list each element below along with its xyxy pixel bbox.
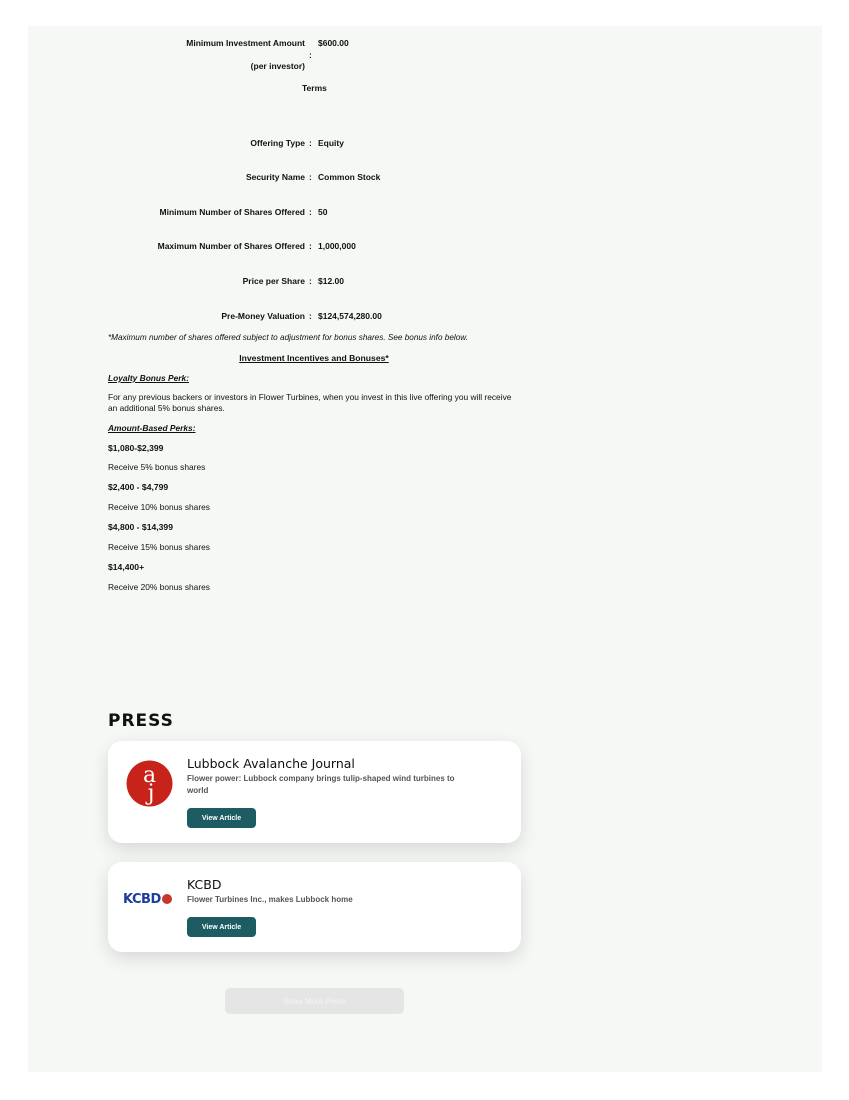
loyalty-perk-title: Loyalty Bonus Perk: bbox=[108, 373, 189, 383]
terms-row-value: 50 bbox=[318, 207, 328, 217]
terms-row-label: Pre-Money Valuation bbox=[221, 311, 305, 321]
terms-row-label: Minimum Number of Shares Offered bbox=[159, 207, 305, 217]
kcbd-logo bbox=[123, 892, 172, 907]
terms-row-label: Maximum Number of Shares Offered bbox=[157, 241, 305, 251]
tier-bonus: Receive 10% bonus shares bbox=[108, 502, 210, 512]
terms-row-label: Price per Share bbox=[242, 276, 305, 286]
tier-bonus: Receive 15% bonus shares bbox=[108, 542, 210, 552]
press-publication: Lubbock Avalanche Journal bbox=[187, 756, 355, 771]
terms-colon: : bbox=[309, 276, 312, 286]
svg-text:j: j bbox=[147, 781, 155, 806]
view-article-button[interactable]: View Article bbox=[187, 917, 256, 937]
terms-footnote: *Maximum number of shares offered subject to adjustment for bonus shares. See bonus info below. bbox=[108, 333, 468, 342]
press-heading: PRESS bbox=[108, 711, 174, 731]
kcbd-logo-text: KCBD bbox=[123, 892, 161, 907]
svg-text:a: a bbox=[142, 763, 157, 788]
terms-colon: : bbox=[309, 207, 312, 217]
terms-title: Terms bbox=[302, 83, 327, 93]
tier-range: $4,800 - $14,399 bbox=[108, 522, 173, 532]
amount-perks-title: Amount-Based Perks: bbox=[108, 423, 196, 433]
terms-colon: : bbox=[309, 50, 312, 60]
tier-range: $1,080-$2,399 bbox=[108, 443, 164, 453]
show-more-press-button[interactable]: Show More Press bbox=[225, 988, 404, 1014]
terms-row-value: $12.00 bbox=[318, 276, 344, 286]
min-investment-label: Minimum Investment Amount bbox=[186, 38, 305, 48]
min-investment-sub: (per investor) bbox=[250, 61, 305, 71]
terms-colon: : bbox=[309, 241, 312, 251]
terms-row-value: Equity bbox=[318, 138, 344, 148]
terms-colon: : bbox=[309, 311, 312, 321]
view-article-button[interactable]: View Article bbox=[187, 808, 256, 828]
press-card bbox=[108, 862, 521, 952]
terms-row-label: Offering Type bbox=[250, 138, 305, 148]
press-headline: Flower power: Lubbock company brings tulip-shaped wind turbines to world bbox=[187, 774, 455, 795]
terms-row-value: Common Stock bbox=[318, 172, 381, 182]
press-publication: KCBD bbox=[187, 877, 222, 892]
terms-row-value: 1,000,000 bbox=[318, 241, 356, 251]
terms-row-value: $124,574,280.00 bbox=[318, 311, 382, 321]
tier-range: $2,400 - $4,799 bbox=[108, 482, 169, 492]
terms-colon: : bbox=[309, 138, 312, 148]
tier-bonus: Receive 20% bonus shares bbox=[108, 582, 210, 592]
kcbd-logo-mark bbox=[162, 894, 172, 904]
aj-logo bbox=[126, 760, 173, 807]
incentives-heading: Investment Incentives and Bonuses* bbox=[239, 353, 389, 363]
terms-row-label: Security Name bbox=[245, 172, 305, 182]
loyalty-perk-text: For any previous backers or investors in Flower Turbines, when you invest in this live offering you will receive an additional 5% bonus shares. bbox=[108, 392, 512, 413]
min-investment-value: $600.00 bbox=[318, 38, 349, 48]
tier-range: $14,400+ bbox=[108, 562, 145, 572]
tier-bonus: Receive 5% bonus shares bbox=[108, 462, 206, 472]
terms-colon: : bbox=[309, 172, 312, 182]
press-card bbox=[108, 741, 521, 843]
press-headline: Flower Turbines Inc., makes Lubbock home bbox=[187, 895, 353, 904]
